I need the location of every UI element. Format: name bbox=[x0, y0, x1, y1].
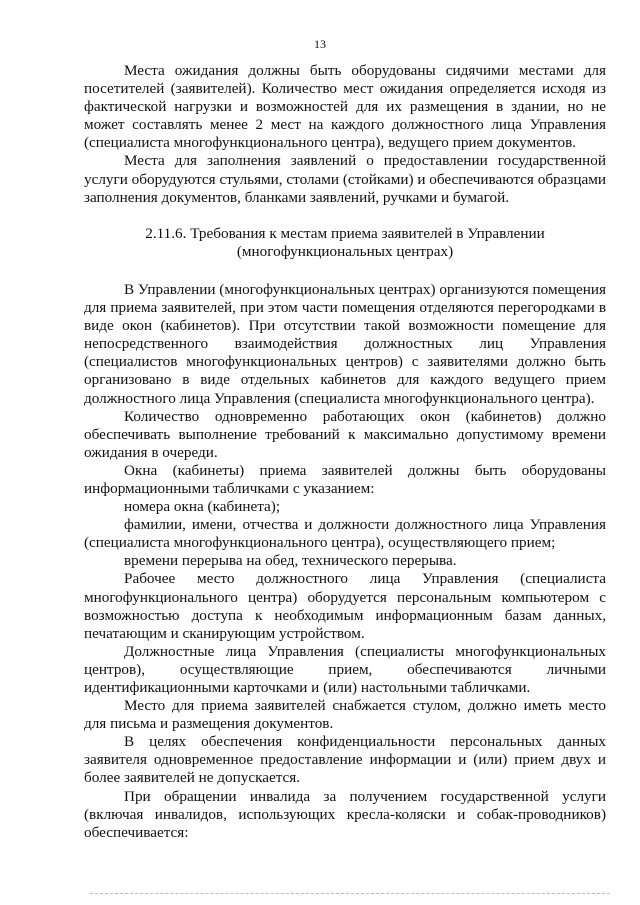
paragraph-windows-count: Количество одновременно работающих окон (кабинетов) должно обеспечивать выполнение требований к максимально допустимому времени ожидания в очереди. bbox=[84, 407, 606, 461]
list-item-official-name: фамилии, имени, отчества и должности должностного лица Управления (специалиста многофункционального центра), осуществляющего прием; bbox=[84, 516, 606, 552]
list-item-break-time: времени перерыва на обед, технического перерыва. bbox=[124, 552, 457, 570]
paragraph-id-cards: Должностные лица Управления (специалисты многофункциональных центров), осуществляющие прием, обеспечиваются личными идентификационными карточками и (или) настольными табличками. bbox=[84, 642, 606, 696]
list-item-window-number: номера окна (кабинета); bbox=[124, 498, 281, 516]
section-heading bbox=[84, 225, 606, 261]
scan-edge-line bbox=[90, 893, 610, 894]
page-number: 13 bbox=[314, 37, 326, 51]
section-heading-line-1: 2.11.6. Требования к местам приема заявителей в Управлении bbox=[145, 224, 545, 242]
paragraph-waiting-places: Места ожидания должны быть оборудованы сидячими местами для посетителей (заявителей). Количество мест ожидания определяется исходя из фактической нагрузки и возможностей для их размещения в здании, но не может составлять менее 2 мест на каждого должностного лица Управления (специалиста многофункционального центра), ведущего прием документов. bbox=[84, 62, 606, 152]
section-heading-line-2: (многофункциональных центрах) bbox=[236, 242, 454, 260]
paragraph-workplace: Рабочее место должностного лица Управления (специалиста многофункционального центра) оборудуется персональным компьютером с возможностью доступа к необходимым информационным базам данных, печатающим и сканирующим устройством. bbox=[84, 570, 606, 642]
document-body bbox=[84, 62, 606, 842]
paragraph-confidentiality: В целях обеспечения конфиденциальности персональных данных заявителя одновременное предоставление информации и (или) прием двух и более заявителей не допускается. bbox=[84, 733, 606, 787]
paragraph-filling-places: Места для заполнения заявлений о предоставлении государственной услуги оборудуются стульями, столами (стойками) и обеспечиваются образцами заполнения документов, бланками заявлений, ручками и бумагой. bbox=[84, 152, 606, 206]
paragraph-info-plates: Окна (кабинеты) приема заявителей должны быть оборудованы информационными табличками с указанием: bbox=[84, 461, 606, 497]
paragraph-reception-rooms: В Управлении (многофункциональных центрах) организуются помещения для приема заявителей, при этом части помещения отделяются перегородками в виде окон (кабинетов). При отсутствии такой возможности помещение для непосредственного взаимодействия должностных лиц Управления (специалистов многофункциональных центров) с заявителями должно быть организовано в виде отдельных кабинетов для каждого ведущего прием должностного лица Управления (специалиста многофункционального центра). bbox=[84, 280, 606, 407]
paragraph-disabled-access: При обращении инвалида за получением государственной услуги (включая инвалидов, использующих кресла-коляски и собак-проводников) обеспечивается: bbox=[84, 787, 606, 841]
paragraph-chair: Место для приема заявителей снабжается стулом, должно иметь место для письма и размещения документов. bbox=[84, 697, 606, 733]
